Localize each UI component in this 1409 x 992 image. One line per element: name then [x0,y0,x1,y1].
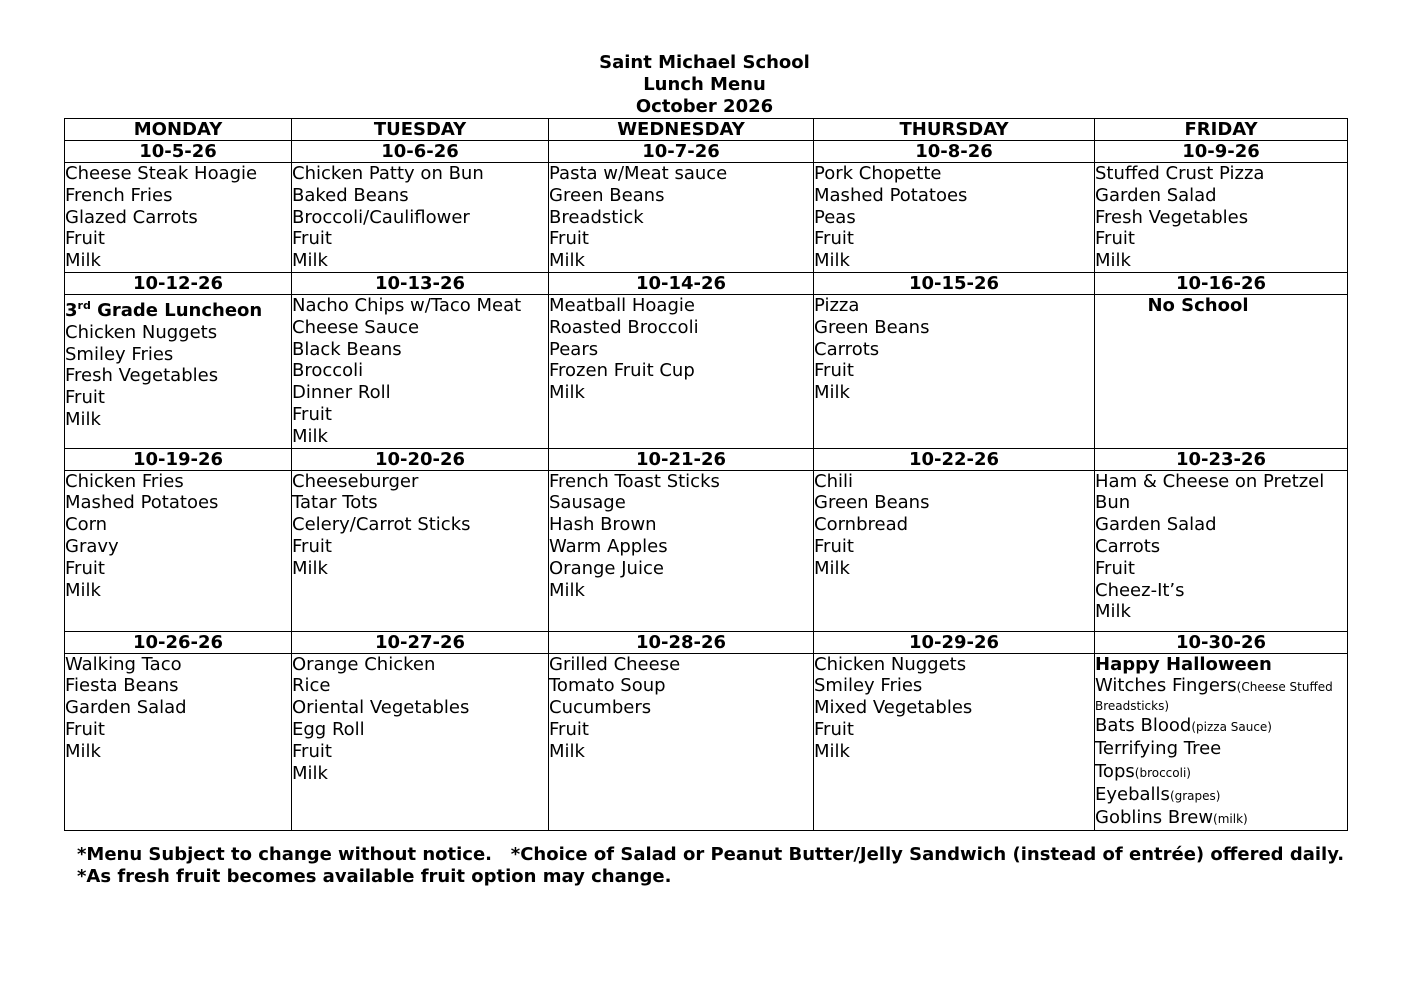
menu-item: Fruit [292,740,332,762]
halloween-item-note: (broccoli) [1134,765,1191,780]
menu-cell [549,294,814,448]
date-cell: 10-30-26 [1095,631,1348,653]
menu-item: Mixed Vegetables [814,697,973,719]
menu-item: Milk [814,557,850,579]
halloween-item [1095,807,1347,830]
menu-header [0,52,1409,118]
menu-item: Fruit [814,228,854,250]
day-header-thursday: THURSDAY [814,119,1095,141]
menu-item: Garden Salad [65,697,187,719]
halloween-item [1095,715,1347,738]
halloween-item [1095,761,1347,784]
menu-item: Milk [1095,601,1131,623]
menu-item: Fruit [65,228,105,250]
menu-item: Green Beans [549,184,665,206]
menu-item: Fruit [1095,228,1135,250]
menu-title: Lunch Menu [643,74,766,95]
menu-cell [292,294,549,448]
menu-item: Smiley Fries [814,675,923,697]
menu-item: Milk [65,579,101,601]
menu-cell [549,470,814,631]
menu-item: Chicken Nuggets [814,653,967,675]
day-header-row [65,119,1348,141]
menu-item: Sausage [549,492,626,514]
menu-cell [814,470,1095,631]
menu-item: Grilled Cheese [549,653,681,675]
event-title [65,295,291,322]
halloween-item-name: Terrifying Tree [1095,737,1222,759]
halloween-item-name: Goblins Brew [1095,806,1214,828]
menu-cell [814,653,1095,830]
menu-row [65,470,1348,631]
day-header-wednesday: WEDNESDAY [549,119,814,141]
menu-cell [549,163,814,273]
menu-row [65,294,1348,448]
menu-cell [549,653,814,830]
menu-item: Fruit [65,387,105,409]
menu-item: Rice [292,675,331,697]
menu-item: Fruit [65,557,105,579]
menu-item: Corn [65,514,108,536]
halloween-item [1095,675,1347,715]
menu-item: Fruit [814,535,854,557]
date-row [65,631,1348,653]
menu-item: Stuffed Crust Pizza [1095,163,1265,184]
menu-item: Tatar Tots [292,492,378,514]
menu-cell [65,653,292,830]
menu-item: Chicken Fries [65,470,184,492]
menu-item: Fresh Vegetables [65,365,219,387]
menu-cell [814,163,1095,273]
date-cell: 10-27-26 [292,631,549,653]
menu-row [65,163,1348,273]
menu-item: Hash Brown [549,514,657,536]
menu-item: Milk [65,740,101,762]
menu-cell [65,294,292,448]
halloween-item [1095,738,1347,761]
menu-item: Baked Beans [292,184,409,206]
menu-item: Carrots [1095,535,1161,557]
halloween-item-name: Tops [1095,760,1135,782]
halloween-item-note: (pizza Sauce) [1191,719,1272,734]
menu-cell [292,163,549,273]
day-header-friday: FRIDAY [1095,119,1348,141]
menu-item: Pears [549,338,599,360]
no-school-cell [1095,294,1348,448]
menu-item: Milk [292,425,328,447]
date-cell: 10-19-26 [65,448,292,470]
menu-item: Celery/Carrot Sticks [292,514,471,536]
school-name: Saint Michael School [599,52,810,73]
halloween-item-name: Eyeballs [1095,783,1170,805]
event-ordinal: rd [77,298,91,312]
menu-cell [292,653,549,830]
no-school-note: No School [1147,294,1249,316]
menu-item: Tomato Soup [549,675,666,697]
menu-item: Milk [549,740,585,762]
menu-item: Fruit [292,403,332,425]
menu-item: Oriental Vegetables [292,697,470,719]
menu-item: Meatball Hoagie [549,294,695,316]
menu-item: Chili [814,470,853,492]
menu-cell [1095,470,1348,631]
menu-row [65,653,1348,830]
menu-item: Fruit [814,360,854,382]
menu-item: Cheese Sauce [292,316,420,338]
date-cell: 10-16-26 [1095,272,1348,294]
menu-item: Milk [292,250,328,272]
menu-item: Green Beans [814,492,930,514]
menu-item: Bun [1095,492,1131,514]
menu-item: Milk [549,250,585,272]
menu-item: Milk [292,762,328,784]
menu-item: Fruit [549,228,589,250]
menu-item: Gravy [65,535,119,557]
menu-item: Fruit [292,228,332,250]
menu-item: Mashed Potatoes [65,492,219,514]
menu-cell [292,470,549,631]
date-cell: 10-15-26 [814,272,1095,294]
menu-item: Glazed Carrots [65,206,198,228]
menu-item: Chicken Nuggets [65,321,218,343]
menu-item: Milk [814,250,850,272]
halloween-title: Happy Halloween [1095,653,1272,675]
menu-item: Fruit [1095,557,1135,579]
date-row [65,141,1348,163]
menu-item: French Fries [65,184,173,206]
date-cell: 10-29-26 [814,631,1095,653]
menu-item: Cheez-It’s [1095,579,1185,601]
menu-item: Ham & Cheese on Pretzel [1095,470,1325,492]
menu-cell [65,470,292,631]
halloween-cell [1095,653,1348,830]
menu-item: Frozen Fruit Cup [549,360,695,382]
menu-item: Milk [549,382,585,404]
menu-item: Walking Taco [65,653,182,675]
date-cell: 10-6-26 [292,141,549,163]
date-row [65,272,1348,294]
footnote: *As fresh fruit becomes available fruit option may change. [77,866,672,887]
menu-item: Fresh Vegetables [1095,206,1249,228]
menu-item: Garden Salad [1095,514,1217,536]
menu-item: Orange Juice [549,557,664,579]
menu-item: Carrots [814,338,880,360]
date-cell: 10-8-26 [814,141,1095,163]
menu-cell [814,294,1095,448]
menu-item: Egg Roll [292,718,365,740]
halloween-item-note: (grapes) [1169,788,1221,803]
date-cell: 10-13-26 [292,272,549,294]
date-cell: 10-20-26 [292,448,549,470]
menu-item: Fruit [814,718,854,740]
halloween-item-name: Bats Blood [1095,714,1192,736]
date-cell: 10-23-26 [1095,448,1348,470]
footnotes [77,844,1344,888]
halloween-item-name: Witches Fingers [1095,674,1237,696]
menu-item: Fruit [549,718,589,740]
date-row [65,448,1348,470]
menu-month: October 2026 [635,96,774,117]
date-cell: 10-7-26 [549,141,814,163]
date-cell: 10-5-26 [65,141,292,163]
menu-cell [1095,163,1348,273]
halloween-item-note: (milk) [1213,811,1248,826]
menu-item: Dinner Roll [292,382,391,404]
date-cell: 10-9-26 [1095,141,1348,163]
day-header-monday: MONDAY [65,119,292,141]
lunch-menu-table [64,118,1348,831]
menu-item: French Toast Sticks [549,470,720,492]
halloween-item [1095,784,1347,807]
menu-item: Milk [1095,250,1131,272]
menu-item: Milk [292,557,328,579]
menu-item: Cheese Steak Hoagie [65,163,258,184]
date-cell: 10-22-26 [814,448,1095,470]
menu-item: Garden Salad [1095,184,1217,206]
menu-item: Smiley Fries [65,343,174,365]
menu-item: Roasted Broccoli [549,316,699,338]
menu-item: Pizza [814,294,860,316]
date-cell: 10-28-26 [549,631,814,653]
menu-item: Broccoli/Cauliflower [292,206,470,228]
footnote: *Menu Subject to change without notice. *Choice of Salad or Peanut Butter/Jelly Sandwich (instead of entrée) offered daily. [77,844,1345,865]
menu-item: Milk [814,740,850,762]
menu-item: Cornbread [814,514,909,536]
menu-item: Nacho Chips w/Taco Meat [292,294,522,316]
menu-item: Fiesta Beans [65,675,179,697]
menu-item: Mashed Potatoes [814,184,968,206]
menu-item: Milk [65,408,101,430]
date-cell: 10-14-26 [549,272,814,294]
menu-item: Milk [814,382,850,404]
menu-cell [65,163,292,273]
menu-item: Chicken Patty on Bun [292,163,484,184]
menu-item: Orange Chicken [292,653,436,675]
event-number: 3 [65,299,78,321]
menu-item: Breadstick [549,206,644,228]
date-cell: 10-26-26 [65,631,292,653]
menu-item: Cheeseburger [292,470,419,492]
day-header-tuesday: TUESDAY [292,119,549,141]
menu-item: Peas [814,206,856,228]
date-cell: 10-21-26 [549,448,814,470]
menu-item: Fruit [65,718,105,740]
menu-item: Milk [549,579,585,601]
menu-item: Green Beans [814,316,930,338]
event-name: Grade Luncheon [90,299,263,321]
menu-item: Fruit [292,535,332,557]
menu-item: Milk [65,250,101,272]
menu-item: Warm Apples [549,535,668,557]
menu-item: Cucumbers [549,697,652,719]
date-cell: 10-12-26 [65,272,292,294]
menu-item: Broccoli [292,360,364,382]
menu-item: Black Beans [292,338,402,360]
menu-item: Pork Chopette [814,163,942,184]
halloween-item-note: (Cheese Stuffed Breadsticks) [1095,679,1333,713]
menu-item: Pasta w/Meat sauce [549,163,728,184]
